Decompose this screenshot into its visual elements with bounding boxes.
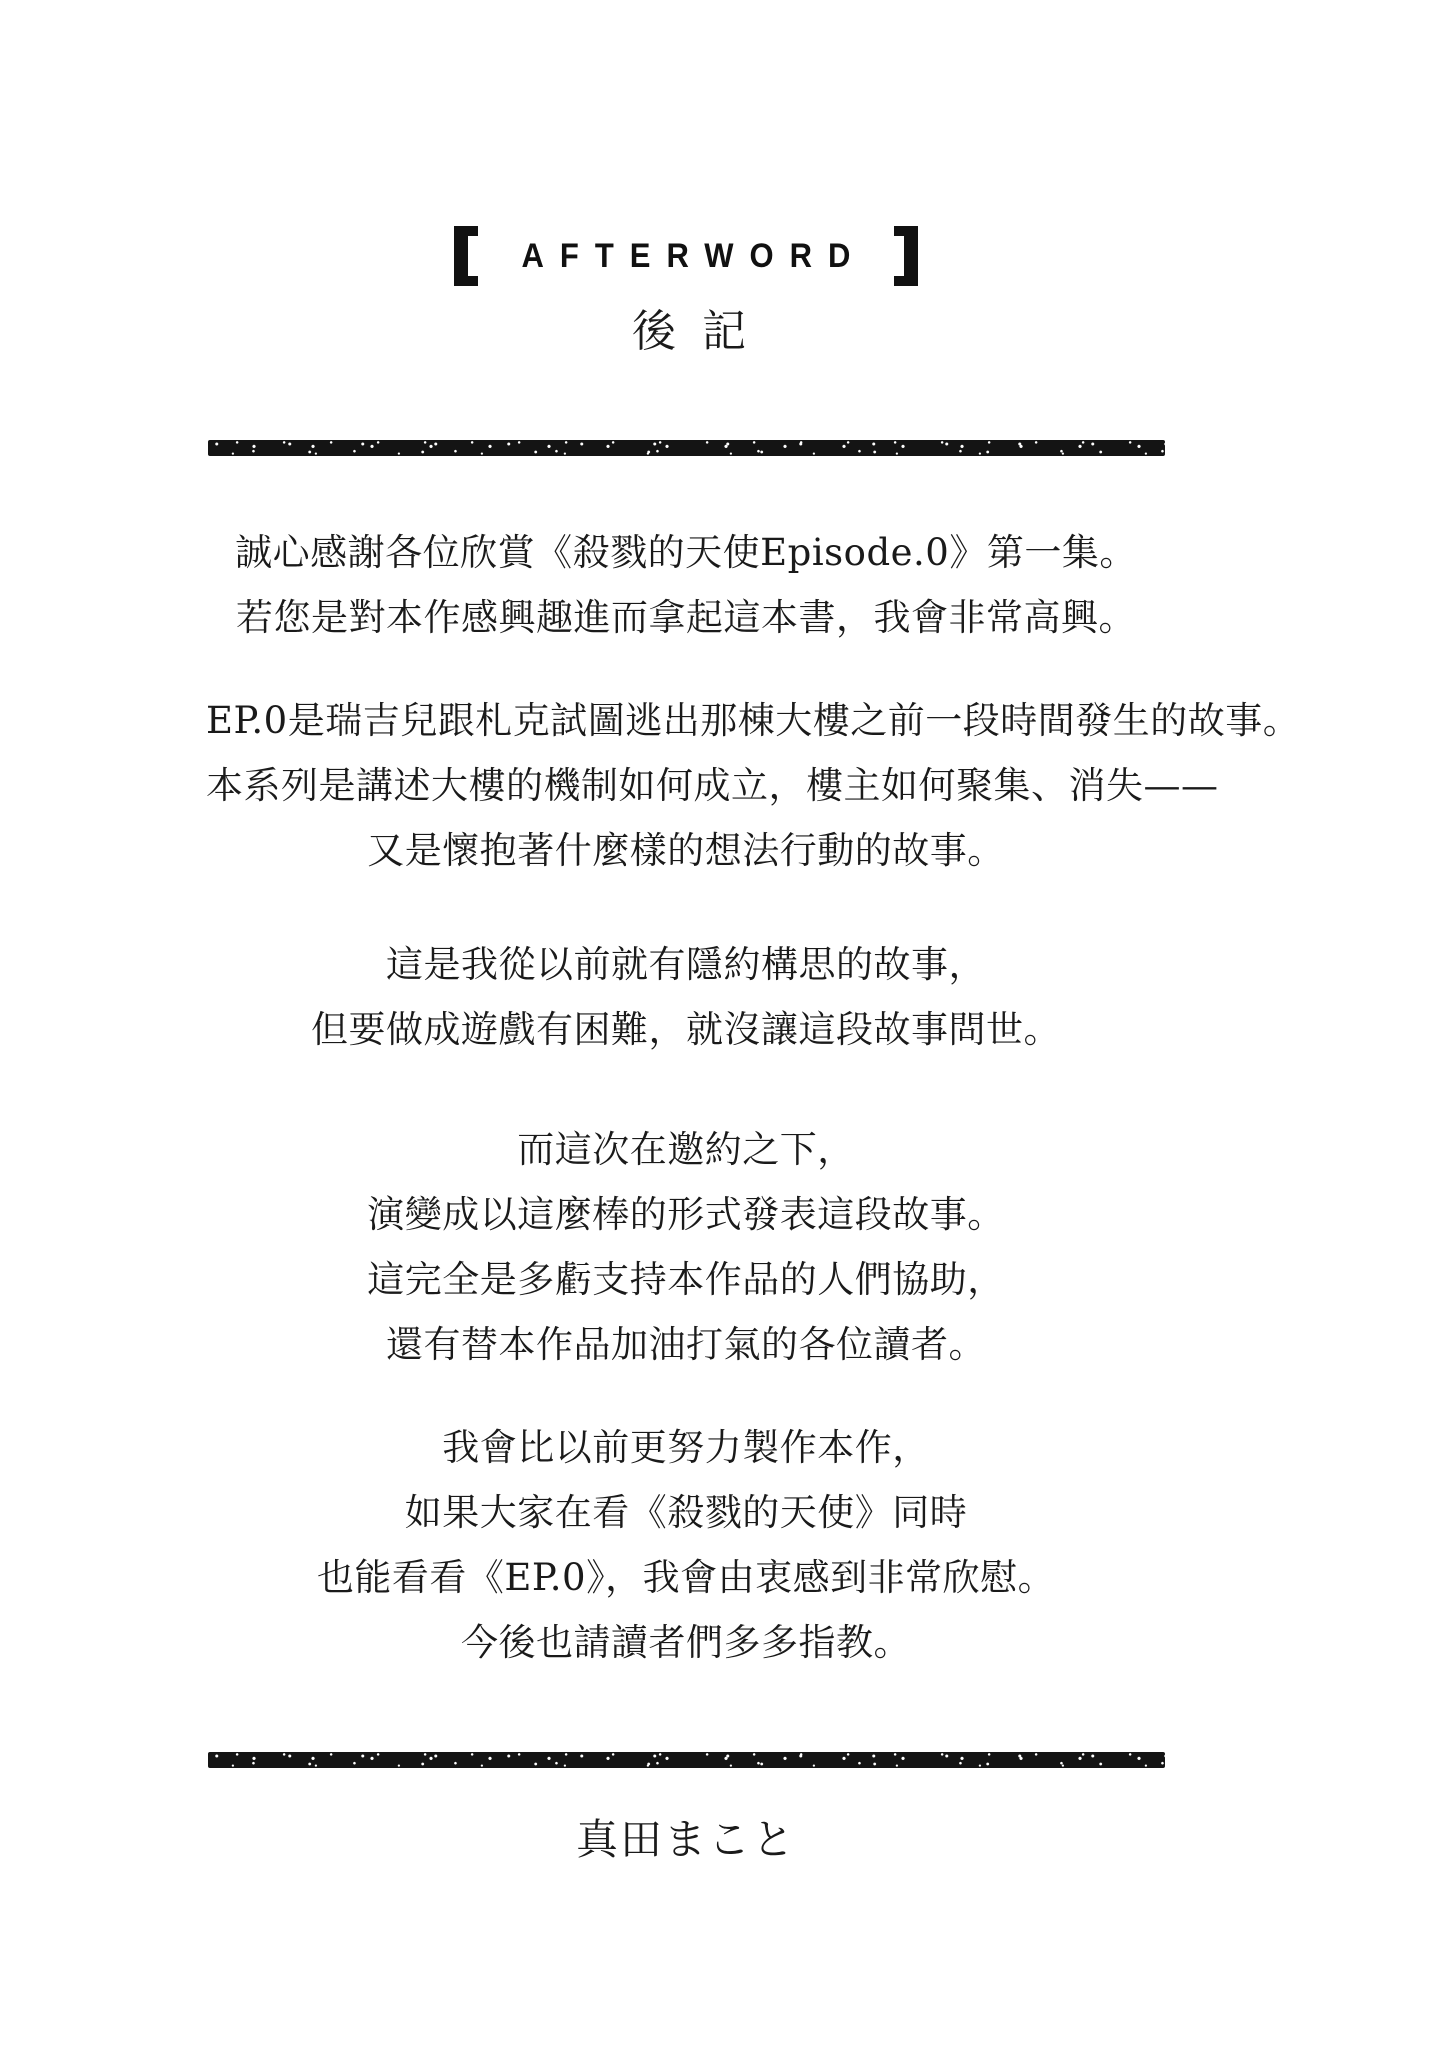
- bottom-divider-bar: [208, 1752, 1165, 1768]
- text-line: 演變成以這麼棒的形式發表這段故事。: [367, 1193, 1005, 1236]
- text-line: 但要做成遊戲有困難，就沒讓這段故事問世。: [311, 1008, 1061, 1051]
- afterword-logo: [206, 224, 1166, 288]
- text-line: 也能看看《EP.0》，我會由衷感到非常欣慰。: [316, 1556, 1056, 1599]
- text-line: 本系列是講述大樓的機制如何成立，樓主如何聚集、消失——: [206, 764, 1219, 807]
- left-bracket-icon: [454, 226, 478, 286]
- afterword-paragraph: [206, 688, 1301, 883]
- afterword-paragraph: [206, 1117, 1166, 1377]
- text-line: 這完全是多虧支持本作品的人們協助，: [367, 1258, 1005, 1301]
- text-line: 今後也請讀者們多多指教。: [461, 1621, 911, 1664]
- afterword-paragraph: [206, 1415, 1166, 1675]
- text-line: 而這次在邀約之下，: [517, 1128, 855, 1171]
- afterword-title-cjk: 後 記: [632, 306, 752, 357]
- text-line: 若您是對本作感興趣進而拿起這本書，我會非常高興。: [236, 596, 1136, 639]
- afterword-paragraph: [206, 520, 1166, 650]
- text-line: EP.0是瑞吉兒跟札克試圖逃出那棟大樓之前一段時間發生的故事。: [206, 699, 1301, 742]
- text-line: 我會比以前更努力製作本作，: [442, 1426, 930, 1469]
- text-line: 誠心感謝各位欣賞《殺戮的天使Episode.0》第一集。: [235, 531, 1137, 574]
- author-signature: 真田まこと: [575, 1815, 796, 1864]
- text-line: 又是懷抱著什麼樣的想法行動的故事。: [367, 829, 1005, 872]
- text-line: 如果大家在看《殺戮的天使》同時: [404, 1491, 968, 1534]
- text-line: 這是我從以前就有隱約構思的故事，: [386, 943, 986, 986]
- text-line: 還有替本作品加油打氣的各位讀者。: [386, 1323, 986, 1366]
- afterword-paragraph: [206, 932, 1166, 1062]
- afterword-logo-text: AFTERWORD: [521, 235, 867, 276]
- top-divider-bar: [208, 440, 1165, 456]
- right-bracket-icon: [894, 226, 918, 286]
